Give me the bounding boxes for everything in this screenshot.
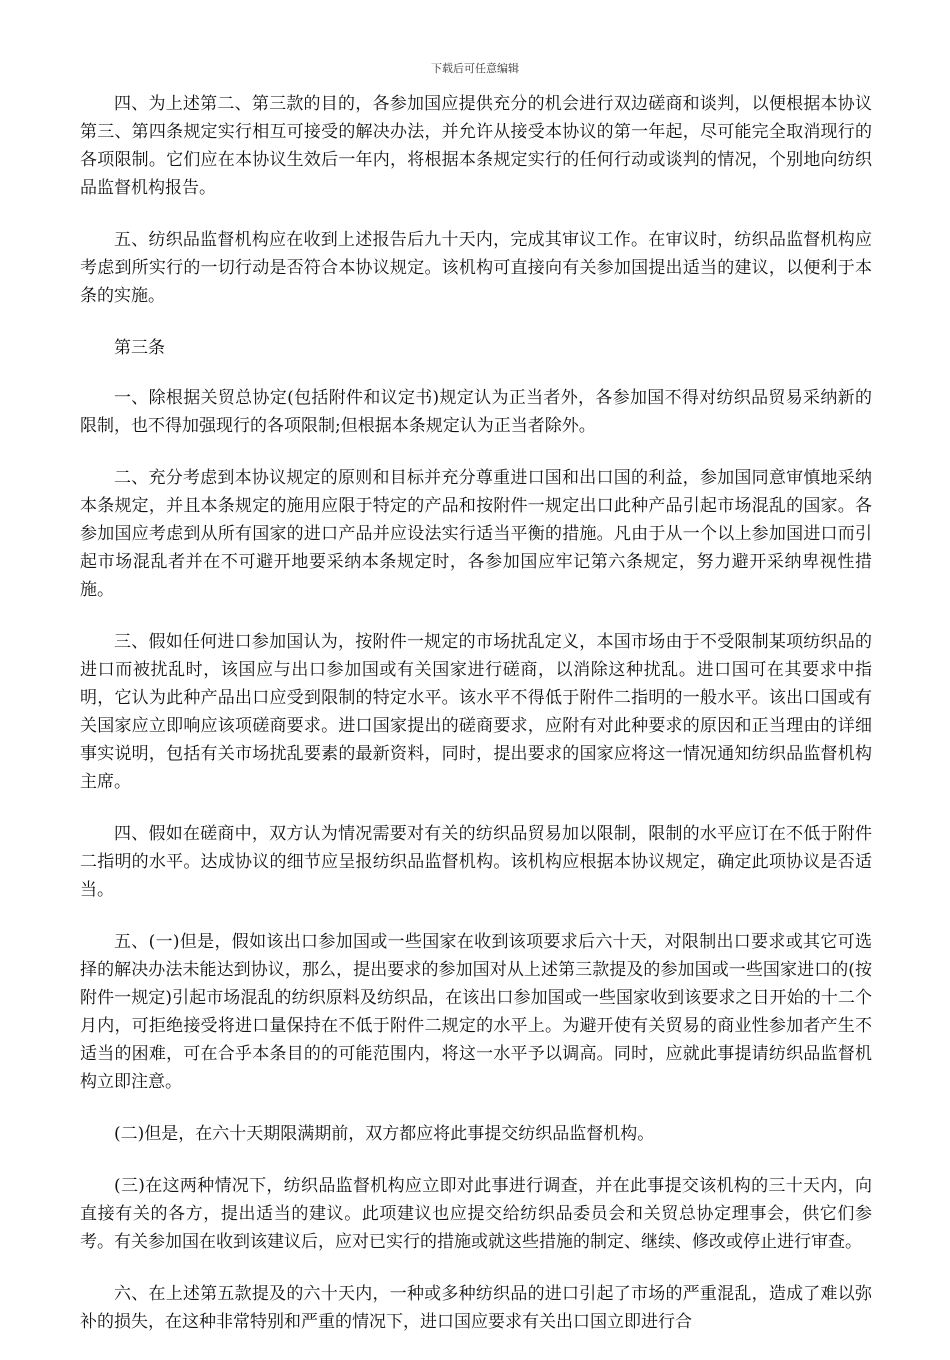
paragraph-article3-item3: 三、假如任何进口参加国认为，按附件一规定的市场扰乱定义，本国市场由于不受限制某项纺织品的进口而被扰乱时，该国应与出口参加国或有关国家进行磋商，以消除这种扰乱。进口国可在其要求中指明，它认为此种产品出口应受到限制的特定水平。该水平不得低于附件二指明的一般水平。该出口国或有关国家应立即响应该项磋商要求。进口国家提出的磋商要求，应附有对此种要求的原因和正当理由的详细事实说明，包括有关市场扰乱要素的最新资料，同时，提出要求的国家应将这一情况通知纺织品监督机构主席。 [80, 632, 872, 792]
paragraph-article3-item1: 一、除根据关贸总协定(包括附件和议定书)规定认为正当者外，各参加国不得对纺织品贸易采纳新的限制，也不得加强现行的各项限制;但根据本条规定认为正当者除外。 [80, 388, 872, 436]
paragraph-article3-item2: 二、充分考虑到本协议规定的原则和目标并充分尊重进口国和出口国的利益，参加国同意审慎地采纳本条规定，并且本条规定的施用应限于特定的产品和按附件一规定出口此种产品引起市场混乱的国家。各参加国应考虑到从所有国家的进口产品并应设法实行适当平衡的措施。凡由于从一个以上参加国进口而引起市场混乱者并在不可避开地要采纳本条规定时，各参加国应牢记第六条规定，努力避开采纳卑视性措施。 [80, 468, 872, 600]
page-header-note: 下载后可任意编辑 [431, 62, 519, 75]
paragraph-article3-item4: 四、假如在磋商中，双方认为情况需要对有关的纺织品贸易加以限制，限制的水平应订在不低于附件二指明的水平。达成协议的细节应呈报纺织品监督机构。该机构应根据本协议规定，确定此项协议是否适当。 [80, 824, 872, 900]
article-heading: 第三条 [114, 338, 165, 358]
paragraph-article3-item6: 六、在上述第五款提及的六十天内，一种或多种纺织品的进口引起了市场的严重混乱，造成了难以弥补的损失，在这种非常特别和严重的情况下，进口国应要求有关出口国立即进行合 [80, 1284, 872, 1332]
document-body [80, 90, 872, 1360]
paragraph-article3-item5-sub3: (三)在这两种情况下，纺织品监督机构应立即对此事进行调查，并在此事提交该机构的三十天内，向直接有关的各方，提出适当的建议。此项建议也应提交给纺织品委员会和关贸总协定理事会，供它们参考。有关参加国在收到该建议后，应对已实行的措施或就这些措施的制定、继续、修改或停止进行审查。 [80, 1176, 872, 1252]
paragraph-article2-item5: 五、纺织品监督机构应在收到上述报告后九十天内，完成其审议工作。在审议时，纺织品监督机构应考虑到所实行的一切行动是否符合本协议规定。该机构可直接向有关参加国提出适当的建议，以便利于本条的实施。 [80, 230, 872, 306]
paragraph-article2-item4: 四、为上述第二、第三款的目的，各参加国应提供充分的机会进行双边磋商和谈判，以便根据本协议第三、第四条规定实行相互可接受的解决办法，并允许从接受本协议的第一年起，尽可能完全取消现行的各项限制。它们应在本协议生效后一年内，将根据本条规定实行的任何行动或谈判的情况，个别地向纺织品监督机构报告。 [80, 94, 872, 198]
paragraph-article3-item5-sub2: (二)但是，在六十天期限满期前，双方都应将此事提交纺织品监督机构。 [114, 1124, 655, 1144]
paragraph-article3-item5-sub1: 五、(一)但是，假如该出口参加国或一些国家在收到该项要求后六十天，对限制出口要求或其它可选择的解决办法未能达到协议，那么，提出要求的参加国对从上述第三款提及的参加国或一些国家进口的(按附件一规定)引起市场混乱的纺织原料及纺织品，在该出口参加国或一些国家收到该要求之日开始的十二个月内，可拒绝接受将进口量保持在不低于附件二规定的水平上。为避开使有关贸易的商业性参加者产生不适当的困难，可在合乎本条目的的可能范围内，将这一水平予以调高。同时，应就此事提请纺织品监督机构立即注意。 [80, 932, 872, 1092]
